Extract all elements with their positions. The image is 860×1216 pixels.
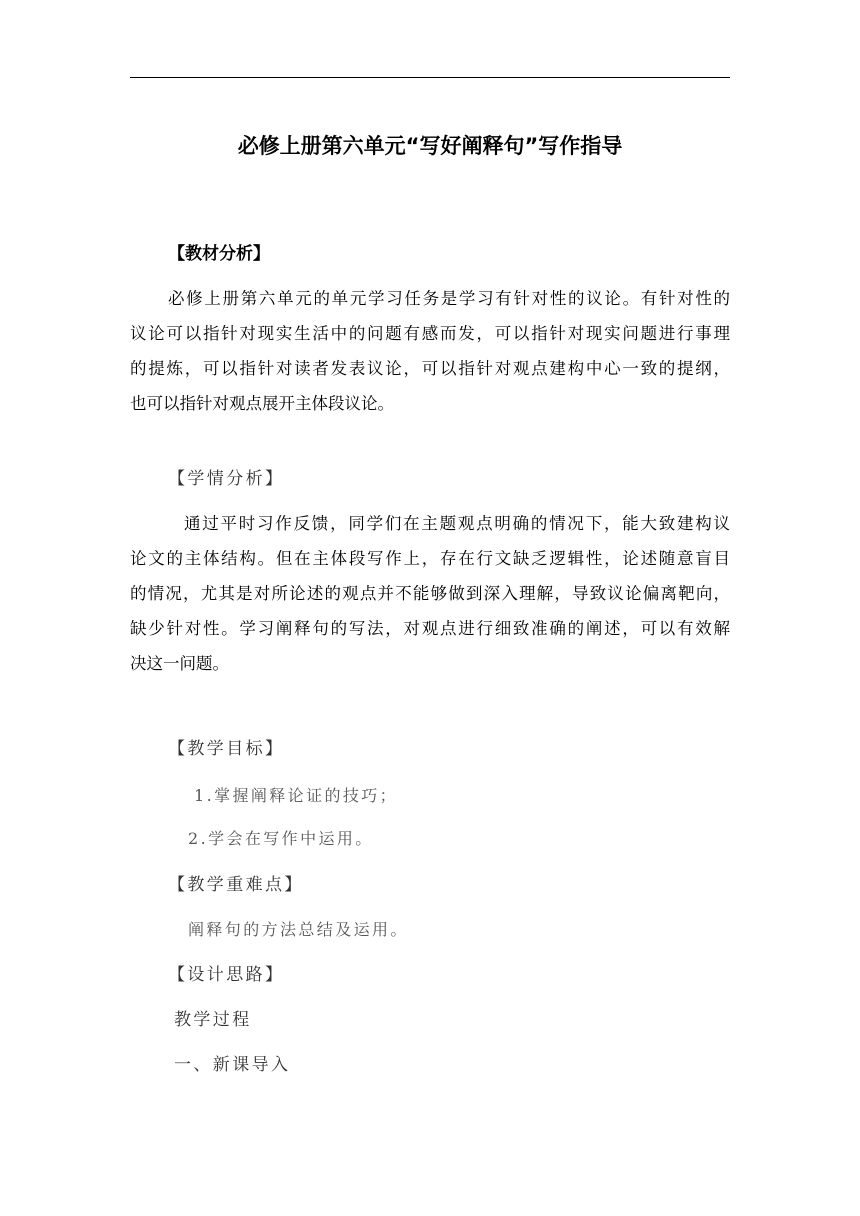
paragraph-line: 也可以指针对观点展开主体段议论。 [130, 394, 394, 413]
header-rule [130, 77, 730, 78]
paragraph-line: 缺少针对性。学习阐释句的写法，对观点进行细致准确的阐述，可以有效解 [130, 619, 730, 638]
paragraph-line: 论文的主体结构。但在主体段写作上，存在行文缺乏逻辑性，论述随意盲目 [130, 549, 730, 568]
paragraph-line: 必修上册第六单元的单元学习任务是学习有针对性的议论。有针对性的 [168, 289, 730, 308]
goal-item-2: 2.学会在写作中运用。 [188, 829, 374, 848]
paragraph-line: 议论可以指针对现实生活中的问题有感而发，可以指针对现实问题进行事理 [130, 324, 730, 343]
heading-teaching-goals: 【教学目标】 [168, 739, 285, 759]
paragraph-textbook-analysis [130, 281, 730, 421]
paragraph-line: 决这一问题。 [130, 654, 229, 673]
heading-key-points: 【教学重难点】 [168, 875, 304, 895]
document-title: 必修上册第六单元“写好阐释句”写作指导 [237, 134, 623, 158]
heading-new-lesson-intro: 一、新课导入 [174, 1055, 291, 1075]
paragraph-learning-analysis [130, 506, 730, 681]
paragraph-line: 的提炼，可以指针对读者发表议论，可以指针对观点建构中心一致的提纲， [130, 359, 730, 378]
goal-item-1: 1.掌握阐释论证的技巧； [194, 786, 399, 805]
heading-textbook-analysis: 【教材分析】 [168, 244, 270, 264]
paragraph-line: 通过平时习作反馈，同学们在主题观点明确的情况下，能大致建构议 [184, 514, 730, 533]
key-points-text: 阐释句的方法总结及运用。 [188, 920, 409, 939]
paragraph-line: 的情况，尤其是对所论述的观点并不能够做到深入理解，导致议论偏离靶向， [130, 584, 730, 603]
heading-teaching-process: 教学过程 [174, 1010, 252, 1030]
heading-design: 【设计思路】 [168, 965, 285, 985]
heading-learning-analysis: 【学情分析】 [168, 469, 285, 489]
